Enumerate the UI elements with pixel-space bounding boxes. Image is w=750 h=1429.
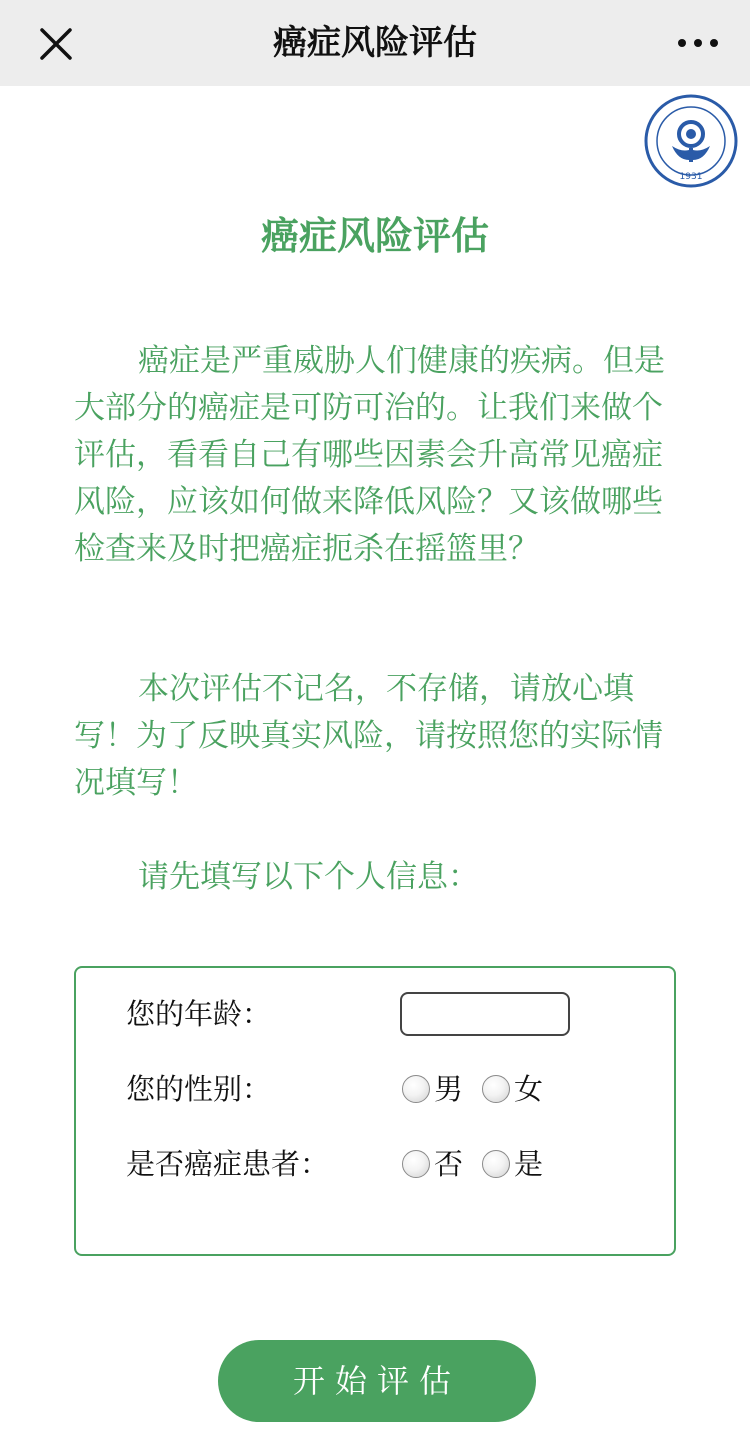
top-navbar <box>0 0 750 86</box>
page-title: 癌症风险评估 <box>260 214 489 258</box>
intro-paragraph: 癌症是严重威胁人们健康的疾病。但是大部分的癌症是可防可治的。让我们来做个评估，看看自己有哪些因素会升高常见癌症风险，应该如何做来降低风险？又该做哪些检查来及时把癌症扼杀在摇篮里？ <box>74 343 665 567</box>
gender-option-label: 男 <box>434 1072 464 1106</box>
patient-option-label: 否 <box>434 1147 464 1181</box>
gender-option-male[interactable] <box>402 1069 463 1109</box>
hospital-logo <box>644 94 738 188</box>
navbar-title: 癌症风险评估 <box>273 23 477 63</box>
instruction-paragraph: 请先填写以下个人信息： <box>138 859 479 895</box>
personal-info-form <box>74 966 676 1256</box>
patient-option-yes[interactable] <box>482 1144 543 1184</box>
radio-button[interactable] <box>402 1150 430 1178</box>
radio-button[interactable] <box>482 1150 510 1178</box>
patient-option-label: 是 <box>514 1147 544 1181</box>
gender-option-female[interactable] <box>482 1069 543 1109</box>
gender-option-label: 女 <box>514 1072 544 1106</box>
radio-button[interactable] <box>482 1075 510 1103</box>
age-label: 您的年龄： <box>126 997 272 1031</box>
more-icon[interactable] <box>676 28 720 58</box>
age-input[interactable] <box>400 992 570 1036</box>
privacy-paragraph: 本次评估不记名，不存储，请放心填写！为了反映真实风险，请按照您的实际情况填写！ <box>74 671 663 801</box>
radio-button[interactable] <box>402 1075 430 1103</box>
patient-option-no[interactable] <box>402 1144 463 1184</box>
gender-label: 您的性别： <box>126 1072 272 1106</box>
start-assessment-button[interactable]: 开始评估 <box>218 1340 536 1422</box>
cancer-patient-label: 是否癌症患者： <box>126 1147 330 1181</box>
logo-year: 1931 <box>679 172 703 182</box>
